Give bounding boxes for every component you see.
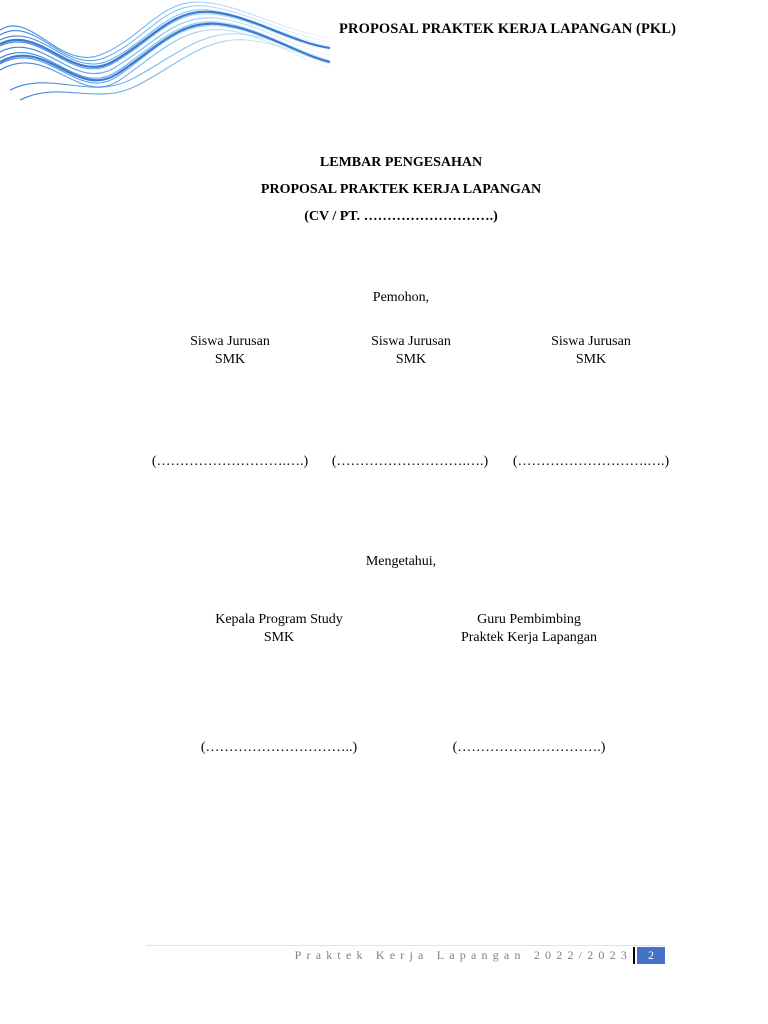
approver-1-signature-line: (…………………………..) (200, 740, 358, 755)
applicant-1-role: Siswa Jurusan (190, 334, 270, 349)
footer-divider (146, 945, 665, 946)
applicant-2-signature-line: (……………………….….) (331, 454, 489, 469)
approver-2-org: Praktek Kerja Lapangan (460, 630, 598, 645)
applicants-label: Pemohon, (372, 290, 430, 305)
footer-text: Praktek Kerja Lapangan 2022/2023 (294, 948, 632, 962)
proposal-title: PROPOSAL PRAKTEK KERJA LAPANGAN (260, 182, 542, 197)
company-placeholder: (CV / PT. ……………………….) (304, 209, 498, 224)
applicant-1-signature-line: (……………………….….) (151, 454, 309, 469)
approver-1-role: Kepala Program Study (215, 612, 343, 627)
approver-2-role: Guru Pembimbing (477, 612, 581, 627)
approver-1-org: SMK (263, 630, 295, 645)
blue-wave-decoration (0, 0, 330, 110)
page-number: 2 (637, 947, 665, 964)
applicant-2-role: Siswa Jurusan (371, 334, 451, 349)
approval-label: Mengetahui, (365, 554, 437, 569)
applicant-3-role: Siswa Jurusan (551, 334, 631, 349)
footer-separator (633, 947, 635, 964)
applicant-2-school: SMK (395, 352, 427, 367)
applicant-3-school: SMK (575, 352, 607, 367)
sheet-title: LEMBAR PENGESAHAN (319, 155, 483, 170)
applicant-1-school: SMK (214, 352, 246, 367)
header-title: PROPOSAL PRAKTEK KERJA LAPANGAN (PKL) (339, 21, 676, 37)
approver-2-signature-line: (………………………….) (452, 740, 606, 755)
applicant-3-signature-line: (……………………….….) (512, 454, 670, 469)
